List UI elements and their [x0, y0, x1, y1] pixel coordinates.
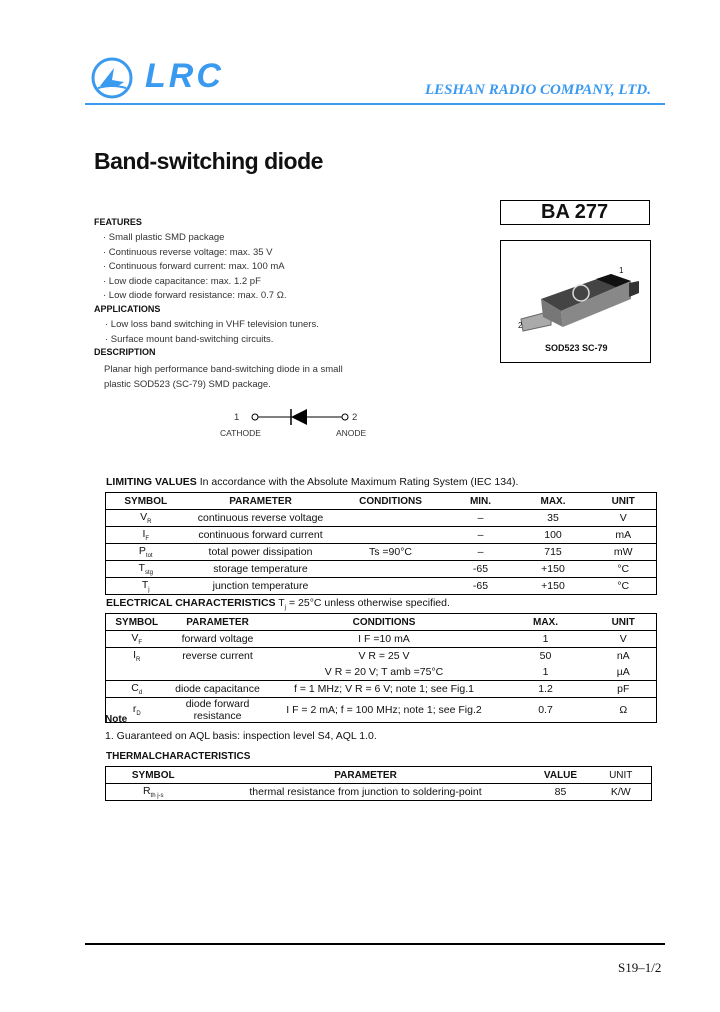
footer-divider	[85, 943, 665, 945]
parameter-cell: diode capacitance	[175, 683, 260, 695]
pin-2-label: 2	[518, 321, 523, 330]
min-cell: –	[477, 529, 484, 541]
col-symbol: SYMBOL	[124, 495, 168, 507]
features-list	[103, 231, 286, 304]
max-cell: 0.7	[538, 704, 553, 716]
max-cell: +150	[541, 563, 565, 575]
col-unit: UNIT	[609, 769, 633, 781]
symbol-sub: F	[145, 536, 150, 543]
feature-item: · Continuous reverse voltage: max. 35 V	[103, 246, 273, 258]
max-cell: 35	[547, 512, 559, 524]
description-heading: DESCRIPTION	[94, 347, 156, 357]
symbol: R	[142, 784, 151, 797]
applications-heading: APPLICATIONS	[94, 304, 161, 314]
unit-cell: K/W	[610, 786, 631, 798]
table-row	[106, 664, 657, 681]
electrical-table	[105, 613, 657, 723]
parameter-cell: thermal resistance from junction to soldering-point	[249, 786, 482, 798]
package-label: SOD523 SC-79	[545, 343, 608, 353]
electrical-title	[106, 597, 450, 611]
conditions-cell: Ts =90°C	[368, 546, 412, 558]
symbol: V	[140, 510, 148, 523]
col-unit: UNIT	[611, 616, 635, 628]
page-title: Band-switching diode	[94, 148, 323, 174]
package-figure	[500, 240, 651, 363]
col-value: VALUE	[543, 769, 578, 781]
min-cell: -65	[472, 580, 489, 592]
col-unit: UNIT	[611, 495, 635, 507]
note-text: 1. Guaranteed on AQL basis: inspection level S4, AQL 1.0.	[105, 730, 377, 742]
pin-1-label: 1	[619, 266, 624, 275]
symbol-cell	[106, 681, 168, 698]
col-parameter: PARAMETER	[186, 616, 249, 628]
table-row	[106, 527, 657, 544]
conditions-cell	[336, 578, 446, 595]
conditions-cell	[336, 527, 446, 544]
description-line: plastic SOD523 (SC-79) SMD package.	[104, 379, 271, 390]
parameter-cell	[168, 664, 268, 681]
application-item: · Surface mount band-switching circuits.	[105, 333, 274, 345]
pin-1-number: 1	[234, 412, 240, 423]
conditions-cell: I F = 2 mA; f = 100 MHz; note 1; see Fig.2	[286, 704, 482, 716]
col-min: MIN.	[469, 495, 492, 507]
symbol-cell	[106, 664, 168, 681]
conditions-cell: V R = 20 V; T amb =75°C	[324, 666, 444, 678]
parameter-cell: continuous forward current	[198, 529, 323, 541]
col-max: MAX.	[533, 616, 558, 628]
max-cell: 50	[539, 650, 552, 662]
symbol-sub: R	[136, 657, 141, 664]
symbol: I	[133, 648, 137, 661]
symbol-sub: d	[138, 690, 143, 697]
limiting-values-table	[105, 492, 657, 595]
symbol-cell	[106, 544, 186, 561]
symbol-cell	[106, 578, 186, 595]
symbol: V	[131, 631, 139, 644]
parameter-cell: junction temperature	[212, 580, 309, 592]
conditions-cell: V R = 25 V	[358, 650, 410, 662]
table-row	[106, 681, 657, 698]
symbol-cell	[106, 510, 186, 527]
max-cell: 1	[542, 666, 549, 678]
min-cell: –	[477, 546, 484, 558]
symbol: T	[138, 561, 145, 574]
symbol: T	[141, 578, 149, 591]
note-heading: Note	[105, 714, 128, 725]
max-cell: 715	[544, 546, 562, 558]
lrc-logo-icon	[90, 56, 134, 100]
cathode-label: CATHODE	[220, 428, 261, 438]
parameter-cell: reverse current	[182, 650, 253, 662]
symbol-sub: R	[147, 519, 152, 526]
unit-cell: °C	[617, 580, 630, 592]
application-item: · Low loss band switching in VHF television tuners.	[105, 319, 319, 330]
symbol-cell	[106, 631, 168, 648]
parameter-cell: continuous reverse voltage	[197, 512, 324, 524]
col-conditions: CONDITIONS	[352, 616, 416, 628]
feature-item: · Small plastic SMD package	[103, 232, 225, 243]
company-name: LESHAN RADIO COMPANY, LTD.	[425, 82, 652, 98]
electrical-heading: ELECTRICAL CHARACTERISTICS	[106, 597, 276, 609]
col-symbol: SYMBOL	[115, 616, 159, 628]
parameter-cell: forward voltage	[181, 633, 254, 645]
logo-text: LRC	[145, 57, 224, 95]
value-cell: 85	[554, 786, 567, 798]
conditions-cell	[336, 561, 446, 578]
table-row	[106, 510, 657, 527]
symbol-cell	[106, 648, 168, 665]
unit-cell: mA	[615, 529, 632, 541]
symbol-cell	[106, 527, 186, 544]
electrical-subtitle-2: = 25°C unless otherwise specified.	[286, 597, 450, 609]
symbol-sub: F	[138, 640, 143, 647]
unit-cell: °C	[617, 563, 630, 575]
applications-list	[105, 318, 319, 347]
col-parameter: PARAMETER	[334, 769, 397, 781]
symbol-sub: j	[148, 587, 150, 594]
conditions-cell: I F =10 mA	[358, 633, 410, 645]
electrical-sub: j	[284, 605, 287, 612]
pin-2-number: 2	[352, 412, 358, 423]
table-row	[106, 698, 657, 723]
symbol: C	[131, 681, 139, 694]
symbol: P	[138, 544, 146, 557]
unit-cell: µA	[616, 666, 630, 678]
symbol-sub: th j-s	[150, 793, 164, 800]
features-heading: FEATURES	[94, 217, 142, 227]
table-row	[106, 544, 657, 561]
table-header	[106, 767, 652, 784]
symbol-sub: D	[136, 711, 141, 718]
table-header	[106, 493, 657, 510]
parameter-cell: storage temperature	[213, 563, 308, 575]
min-cell: –	[477, 512, 484, 524]
parameter-cell: total power dissipation	[208, 546, 313, 558]
parameter-cell: diode forward resistance	[185, 698, 250, 722]
col-conditions: CONDITIONS	[359, 495, 422, 507]
symbol: r	[132, 702, 137, 715]
unit-cell: V	[619, 512, 627, 524]
description-line: Planar high performance band-switching diode in a small	[104, 364, 343, 375]
max-cell: 1	[542, 633, 549, 645]
anode-label: ANODE	[336, 428, 367, 438]
electrical-subtitle: T	[275, 597, 285, 609]
limiting-heading: LIMITING VALUES	[106, 476, 197, 488]
feature-item: · Continuous forward current: max. 100 mA	[103, 261, 285, 273]
min-cell: -65	[472, 563, 489, 575]
unit-cell: Ω	[619, 704, 628, 716]
thermal-table	[105, 766, 652, 801]
col-parameter: PARAMETER	[229, 495, 292, 507]
unit-cell: mW	[613, 546, 633, 558]
symbol-sub: stg	[144, 570, 153, 577]
limiting-values-title	[106, 476, 518, 488]
table-row	[106, 578, 657, 595]
conditions-cell: f = 1 MHz; V R = 6 V; note 1; see Fig.1	[294, 683, 474, 695]
unit-cell: pF	[617, 683, 630, 695]
table-row	[106, 631, 657, 648]
conditions-cell	[336, 510, 446, 527]
diode-symbol-icon	[245, 405, 360, 430]
max-cell: 1.2	[538, 683, 553, 695]
thermal-heading: THERMALCHARACTERISTICS	[106, 751, 251, 762]
table-row	[106, 648, 657, 665]
feature-item: · Low diode forward resistance: max. 0.7 Ω.	[103, 290, 287, 302]
symbol: I	[142, 527, 146, 540]
description-text	[104, 362, 343, 392]
symbol-cell	[106, 784, 201, 801]
table-header	[106, 614, 657, 631]
col-max: MAX.	[540, 495, 566, 507]
col-symbol: SYMBOL	[131, 769, 175, 781]
feature-item: · Low diode capacitance: max. 1.2 pF	[103, 275, 261, 287]
unit-cell: V	[619, 633, 627, 645]
table-row	[106, 784, 652, 801]
part-number: BA 277	[500, 200, 650, 225]
symbol-cell	[106, 561, 186, 578]
unit-cell: nA	[616, 650, 630, 662]
table-row	[106, 561, 657, 578]
symbol-sub: tot	[145, 553, 153, 560]
limiting-subtitle: In accordance with the Absolute Maximum Rating System (IEC 134).	[196, 476, 519, 488]
header-divider	[85, 103, 665, 105]
max-cell: 100	[544, 529, 562, 541]
max-cell: +150	[541, 580, 565, 592]
page-number: S19–1/2	[618, 960, 662, 975]
